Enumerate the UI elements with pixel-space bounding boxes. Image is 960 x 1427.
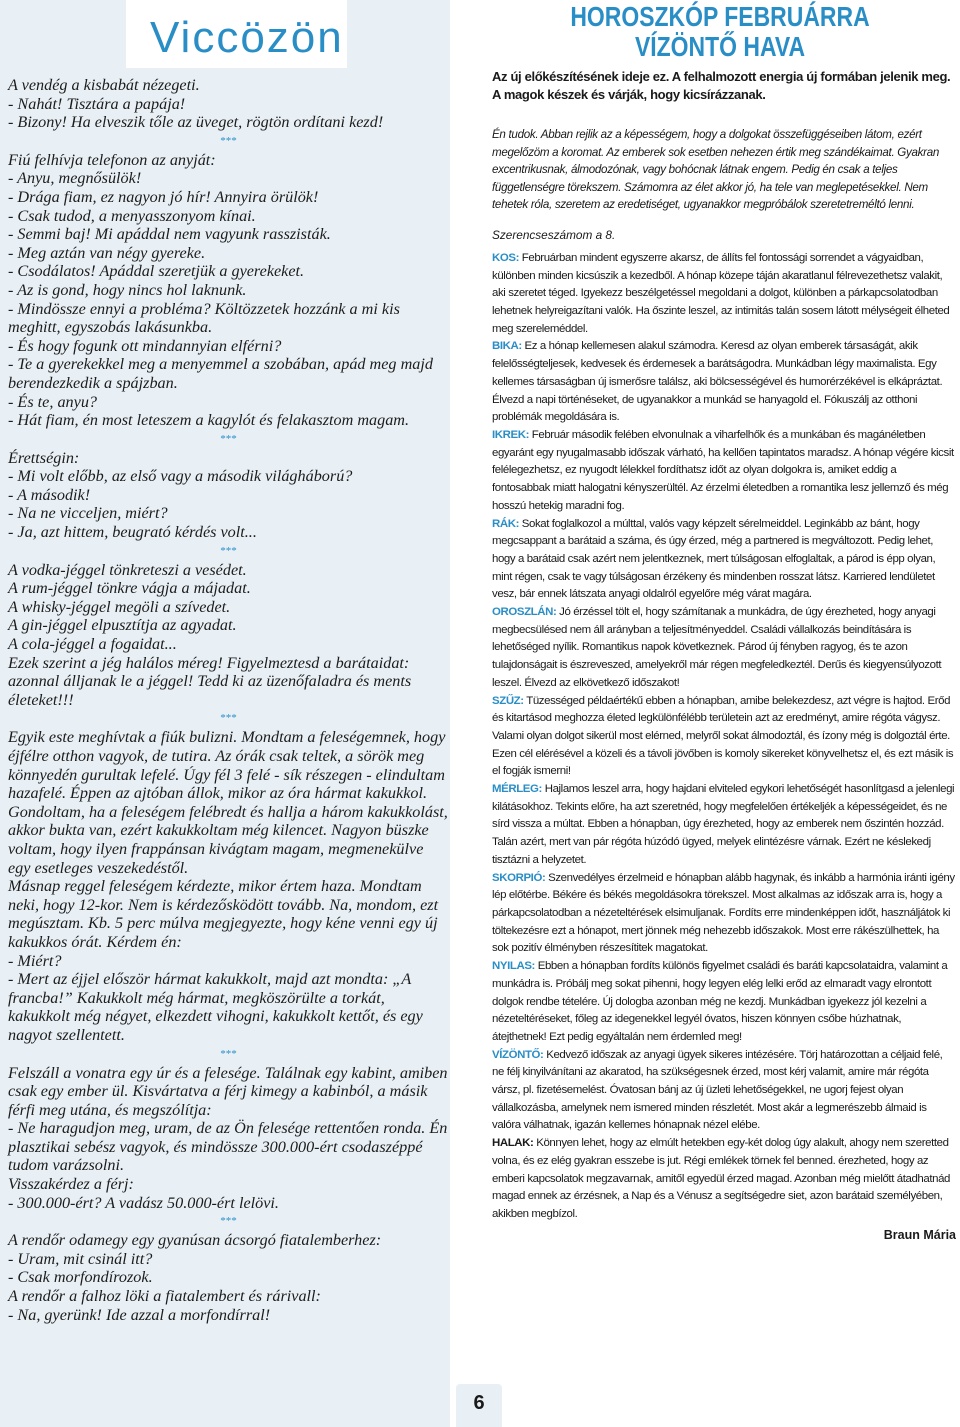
sign-entry (492, 1135, 956, 1224)
joke-line: - Drága fiam, ez nagyon jó hír! Annyira örülök! (8, 187, 319, 206)
sign-name: IKREK: (492, 429, 529, 441)
joke-line: - Miért? (8, 951, 62, 970)
horoscope-subtitle: VÍZÖNTŐ HAVA (634, 31, 806, 62)
sign-name: MÉRLEG: (492, 783, 542, 796)
sign-text: Ez a hónap kellemesen alakul számodra. Keresd az olyan emberek társaságát, akik felelősségteljesek, kedvesek és érdemesek a barátságodra. Munkádban légy maximalista. Egy kellemes társaságban új ismerősre találsz, aki bölcsességével és humorérzékével is elkápráztat. Élvezd a napi történéseket, de ugyanakkor a munkád se hanyagold el. Fókuszálj az otthoni problémák megoldására is. (492, 340, 943, 424)
joke-line: - Na, gyerünk! Ide azzal a morfondírral! (8, 1305, 271, 1324)
sign-name: BIKA: (492, 340, 522, 353)
joke-line: - Meg aztán van négy gyereke. (8, 243, 206, 262)
horoscope-italic-paragraph: Én tudok. Abban rejlik az a képességem, hogy a dolgokat összefüggéseiben látom, ezért megelőzöm a koromat. Az emberek sok esetben nehezen értik meg szándékaimat. Gyakran excentrikusnak, álmodozónak, vagy bohócnak látnak engem. Pedig én csak a teljes függetlenségre törekszem. Számomra az élet akkor jó, ha tele van meglepetésekkel. Nem tehetek róla, szeretem az eredetiséget, ugyanakkor megpróbálok szeretetreméltó lenni. (492, 128, 940, 212)
joke-line: - Semmi baj! Mi apáddal nem vagyunk rasszisták. (8, 225, 331, 244)
sign-entry (492, 781, 956, 870)
sign-name: SZŰZ: (492, 694, 524, 707)
sign-entry (492, 693, 956, 782)
joke-line: - Bizony! Ha elveszik tőle az üveget, rögtön ordítani kezd! (8, 113, 384, 132)
joke-line: Egyik este meghívtak a fiúk bulizni. Mondtam a feleségemnek, hogy éjfélre otthon vagyok, de tutira. Az órák csak teltek, a sörök meg könnyedén gurultak lefelé. Úgy fél 3 felé - sík részegen - elindultam hazafelé. Éppen az ajtóban állok, mikor az óra hármat kakukkol. Gondoltam, ha a feleségem felébredt és hallja a három kakukkolást, akkor bukta van, ezért kakukkoltam még kilencet. Nagyon büszke voltam, hogy ilyen frappánsan kivágtam magam, megmenekülve egy esetleges veszekedéstől. (8, 728, 448, 877)
sign-name: VÍZÖNTŐ: (492, 1048, 544, 1061)
joke-line: A rum-jéggel tönkre vágja a májadat. (8, 579, 251, 598)
page-number: 6 (473, 1392, 485, 1414)
joke-line: - Csodálatos! Apáddal szeretjük a gyerekeket. (8, 262, 305, 281)
joke-line: - És hogy fogunk ott mindannyian elférni? (8, 336, 282, 355)
joke-line: - Anyu, megnősülök! (8, 169, 142, 188)
joke-line: - Uram, mit csinál itt? (8, 1249, 153, 1268)
sign-text: Szenvedélyes érzelmeid e hónapban alább hagynak, és inkább a harmónia iránti igény lép előtérbe. Békére és békés megoldásokra törekszel. Most alkalmas az időszak arra is, hogy a párkapcsolatodban a nézeteltérések elsimuljanak. Fordíts erre mindenképpen időt, használjátok ki töltekezésre ezt a hónapot, mert jönnek még nehezebb időszakok. Most erre rákészülhettek, ha sok pozitív élményben részesítitek magatokat. (492, 871, 955, 955)
sign-entry (492, 250, 956, 339)
sign-entry (492, 870, 956, 959)
joke-line: A vendég a kisbabát nézegeti. (8, 76, 200, 94)
joke-line: - Csak tudod, a menyasszonyom kínai. (8, 206, 256, 225)
jokes-column (0, 0, 450, 1427)
joke-line: - Ja, azt hittem, beugrató kérdés volt... (8, 523, 257, 542)
sign-entry (492, 604, 956, 693)
sign-name: KOS: (492, 251, 519, 264)
lucky-number: Szerencseszámom a 8. (492, 227, 616, 242)
sign-entry (492, 958, 956, 1047)
separator-stars: *** (219, 544, 237, 557)
joke-line: - Na ne vicceljen, miért? (8, 504, 168, 523)
separator-stars: *** (219, 432, 237, 445)
sign-text: Tüzességed példaértékű ebben a hónapban, amibe belekezdesz, azt végre is hajtod. Erőd és kitartásod meghozza életed legkülönfélébb területein azt az eredményt, amire régóta vágysz. Valami olyan dolgot sikerül most elérned, melyről sokat álmodoztál, és ízony még is dolgoztál érte. Ezen cél elérésével a közeli és a távoli jövőben is komoly sikereket könyvelhetsz el, és ezt másik is el fogják ismerni! (492, 694, 954, 778)
sign-name: NYILAS: (492, 960, 535, 973)
joke-line: Fiú felhívja telefonon az anyját: (8, 150, 216, 169)
joke-line: Másnap reggel feleségem kérdezte, mikor értem haza. Mondtam neki, hogy 12-kor. Nem is kérdezősködött tovább. Na, mondom, ezt megúsztam. Kb. 5 perc múlva megjegyezte, hogy kéne venni egy új kakukkos órát. Kérdem én: (8, 877, 439, 951)
sign-entry (492, 427, 956, 516)
horoscope-title: HOROSZKÓP FEBRUÁRRA (570, 1, 870, 32)
horoscope-intro: Az új előkészítésének ideje ez. A felhalmozott energia új formában jelenik meg. A magok készek és várják, hogy kicsírázzanak. (492, 69, 951, 102)
joke-line: - Ne haragudjon meg, uram, de az Ön felesége rettentően ronda. Én plasztikai sebész vagyok, és mindössze 300.000-ért csodaszéppé tudom varázsolni. (8, 1119, 448, 1175)
sign-text: Hajlamos leszel arra, hogy hajdani elviteled egykori lehetőségét hasonlítgasd a jelenlegi kilátásokhoz. Tekints előre, ha azt szeretnéd, hogy megfelelően értékeljék a képességeidet, és ne sírd vissza a múltat. Ebben a hónapban, úgy érezheted, hogy az emberek nem őszintén hozzád. Talán azért, mert van pár régóta húzódó ügyed, melyek elintézésre várnak. Ezért ne késlekedj tisztázni a helyzetet. (492, 783, 955, 866)
separator-stars: *** (219, 1047, 237, 1060)
sign-text: Könnyen lehet, hogy az elmúlt hetekben egy-két dolog úgy alakult, ahogy nem szeretted volna, és ez elég gyakran esszebe is jut. Régi emlékek törnek fel benned. érezheted, hogy az emberi kapcsolatok megzavarnak, amitől egyedül érzed magad. Azonban még mielőtt átadhatnád magad ennek az érzésnek, a Nap és a Vénusz a segítségedre siet, azon barátaid személyében, akikben megbízol. (492, 1137, 951, 1220)
jokes-title: Viccözön (150, 13, 344, 62)
joke-line: Ezek szerint a jég halálos méreg! Figyelmeztesd a barátaidat: azonnal álljanak le a jéggel! Tedd ki az üzenőfaladra és ments életeket!!! (8, 653, 412, 709)
separator-stars: *** (219, 1215, 237, 1228)
joke-line: - És te, anyu? (8, 392, 98, 411)
joke-line: A rendőr a falhoz löki a fiatalembert és rárivall: (8, 1287, 321, 1306)
sign-entry (492, 338, 956, 427)
sign-name: RÁK: (492, 517, 519, 530)
joke-line: A cola-jéggel a fogaidat... (8, 635, 177, 654)
joke-line: - Te a gyerekekkel meg a menyemmel a szobában, apád meg majd berendezkedik a spájzban. (8, 355, 433, 392)
joke-line: - Mert az éjjel először hármat kakukkolt, majd azt mondta: „A francba!” Kakukkolt még hármat, megköszörülte a torkát, kakukkolt még négyet, elkezdett vihogni, kakukkolt kettőt, és egy nagyot szellentett. (8, 970, 423, 1044)
joke-line: - Mindössze ennyi a probléma? Költözzetek hozzánk a mi kis meghitt, egyszobás lakásunkba. (8, 299, 400, 337)
joke-line: - Nahát! Tisztára a papája! (8, 94, 186, 113)
joke-line: Felszáll a vonatra egy úr és a felesége. Találnak egy kabint, amiben csak egy ember ül. Kisvártatva a férj kimegy a kabinból, a másik férfi meg utána, és megszólítja: (8, 1063, 448, 1119)
joke-line: A whisky-jéggel megöli a szívedet. (8, 597, 231, 616)
joke-line: A vodka-jéggel tönkreteszi a vesédet. (8, 560, 247, 579)
joke-line: Visszakérdez a férj: (8, 1175, 134, 1194)
sign-name: OROSZLÁN: (492, 606, 557, 619)
sign-text: Február második felében elvonulnak a viharfelhők és a munkában és magánéletben egyaránt egy nyugalmasabb időszak várható, ha kellően tapintatos maradsz. A hónap végére kicsit felélegezhetsz, ez nyugodt lélekkel fordíthatsz időt az olyan dolgokra is, amiket eddig a fontosabbak miatt halogatni kényszerültél. Az érzelmi életedben a romantika lesz jellemző és még hosszú hetekig maradni fog. (492, 429, 954, 512)
sign-name: SKORPIÓ: (492, 871, 546, 884)
sign-entry (492, 1047, 956, 1136)
joke-line: Érettségin: (8, 448, 80, 467)
sign-text: Sokat foglalkozol a múlttal, valós vagy képzelt sérelmeiddel. Leginkább az bánt, hogy megcsappant a barátaid a száma, és úgy érzed, még a partnered is megváltozott. Pedig lehet, hogy a barátaid csak azért nem jelentkeznek, mert túlságosan elfoglaltak, a párod is épp olyan, mint régen, csak te vagy túlságosan érzékeny és mindenben rosszat látsz. Karriered lendületet vesz, bár ennek látszata anyagi oldalról egyelőre még várat magára. (492, 517, 936, 601)
joke-line: - Mi volt előbb, az első vagy a második világháború? (8, 467, 353, 486)
sign-name: HALAK: (492, 1137, 534, 1150)
author: Braun Mária (883, 1227, 956, 1242)
separator-stars: *** (219, 134, 237, 147)
sign-text: Jó érzéssel tölt el, hogy számítanak a munkádra, de úgy érezheted, hogy anyagi megbecsülésed nem áll arányban a teljesítményeddel. Családi vállalkozás beindítására is lehetőséged nyílik. Romantikus napok következnek. Párod új fényben ragyog, és te azon tulajdonságait is észreveszed, amelyekről már régen megfeledkeztél. Derűs és kiegyensúlyozott leszel. Élvezd az elkövetkező időszakot! (492, 606, 942, 689)
sign-text: Ebben a hónapban fordíts különös figyelmet családi és baráti kapcsolataidra, valamint a munkádra is. Próbálj meg sokat pihenni, hogy legyen elég lelki erőd az elmaradt vagy elrontott dolgok rendbe tételére. Új dologba azonban még ne kezdj. Munkádban igyekezz jól kezelni a nézeteltéréseket, főleg az idegenekkel legyél óvatos, hiszen könnyen csőbe húzhatnak, átejthetnek! Ezt pedig egyáltalán nem érdemled meg! (492, 960, 948, 1043)
sign-text: Februárban mindent egyszerre akarsz, de állíts fel fontossági sorrendet a vágyaidban, különben minden kicsúszik a kezedből. A hónap közepe táján akaratlanul félrevezethetsz valakit, aki szeretet téged. Igyekezz beszélgetéssel megoldani a dolgot, különben a párkapcsolatodban lehetnek helyreigazítani valók. Ha őszinte leszel, az intimitás talán sosem látott mélységeit élheted meg szereleméddel. (492, 251, 950, 335)
joke-line: - Hát fiam, én most leteszem a kagylót és felakasztom magam. (8, 411, 410, 430)
sign-list (484, 250, 956, 1224)
joke-line: - 300.000-ért? A vadász 50.000-ért lelövi. (8, 1193, 279, 1212)
joke-line: - Csak morfondírozok. (8, 1268, 153, 1287)
sign-text: Kedvező időszak az anyagi ügyek sikeres intézésére. Törj határozottan a céljaid felé, ne félj kinyilvánítani az akaratod, ha szükségesnek érzed, most kérj valamit, amire már régóta vársz, pl. fizetésemelést. Óvatosan bánj az új üzleti lehetőségekkel, ne ugorj fejest olyan vállalkozásba, amelynek nem ismered minden részletét. Most akár a legmerészebb álmaid is valóra válhatnak, igazán kellemes hónapnak nézel elébe. (492, 1048, 943, 1132)
joke-line: - Az is gond, hogy nincs hol laknunk. (8, 280, 247, 299)
horoscope-column (484, 0, 956, 1427)
joke-line: A rendőr odamegy egy gyanúsan ácsorgó fiatalemberhez: (8, 1231, 382, 1250)
joke-line: A gin-jéggel elpusztítja az agyadat. (8, 616, 237, 635)
sign-entry (492, 516, 956, 605)
separator-stars: *** (219, 712, 237, 725)
jokes-body (8, 76, 448, 1324)
joke-line: - A második! (8, 485, 91, 504)
